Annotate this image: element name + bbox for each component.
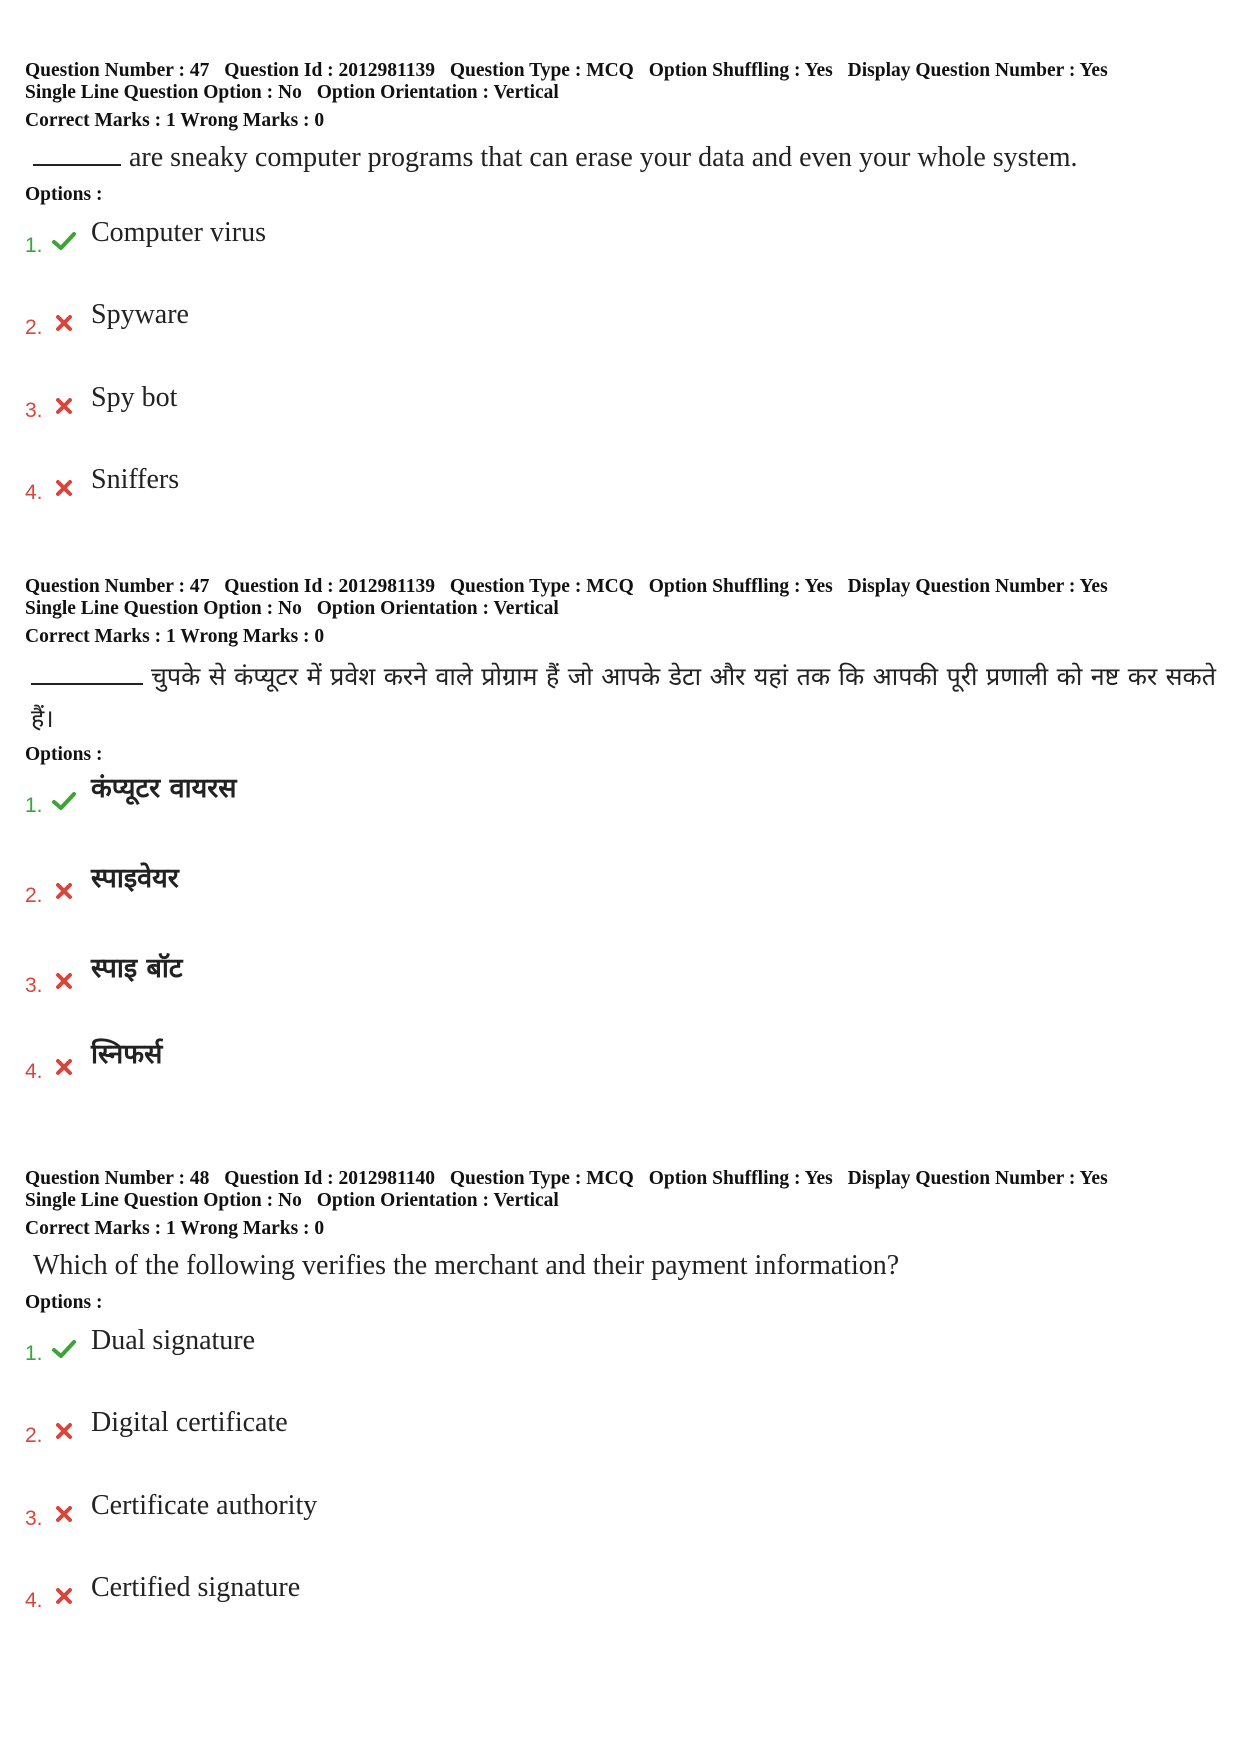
- question-meta-line-1: [25, 1168, 1220, 1190]
- check-icon: [51, 1336, 77, 1362]
- question-id: Question Id : 2012981139: [224, 60, 435, 81]
- option-text: Dual signature: [91, 1325, 256, 1356]
- question-text-body: Which of the following verifies the merchant and their payment information?: [33, 1250, 900, 1281]
- option-orientation: Option Orientation : Vertical: [316, 1190, 559, 1211]
- cross-icon: [51, 968, 77, 994]
- cross-icon: [51, 1418, 77, 1444]
- question-meta-line-1: [25, 60, 1220, 82]
- option-number: 3.: [25, 399, 43, 422]
- cross-icon: [51, 393, 77, 419]
- question-meta-line-2: [25, 82, 1220, 104]
- correct-marks: Correct Marks : 1: [25, 110, 176, 131]
- option-text: Digital certificate: [91, 1407, 288, 1438]
- option-number: 4.: [25, 1589, 43, 1612]
- option-number: 4.: [25, 481, 43, 504]
- option-number: 1.: [25, 1342, 43, 1365]
- question-meta-line-1: [25, 576, 1220, 598]
- option-number: 2.: [25, 316, 43, 339]
- option-shuffling: Option Shuffling : Yes: [648, 60, 833, 81]
- question-text: [25, 1248, 1220, 1284]
- single-line-option: Single Line Question Option : No: [25, 598, 302, 619]
- option-text: Sniffers: [91, 464, 180, 495]
- question-text: [25, 656, 1216, 740]
- answer-blank: [31, 661, 143, 685]
- question-type: Question Type : MCQ: [449, 60, 634, 81]
- cross-icon: [51, 1054, 77, 1080]
- option-text: Spy bot: [91, 382, 178, 413]
- option-shuffling: Option Shuffling : Yes: [648, 576, 833, 597]
- option-number: 3.: [25, 1507, 43, 1530]
- question-block: [25, 576, 1220, 1106]
- question-marks: [25, 110, 1220, 132]
- option-number: 4.: [25, 1060, 43, 1083]
- option-text: कंप्यूटर वायरस: [91, 773, 237, 804]
- option-text: Certified signature: [91, 1572, 301, 1603]
- wrong-marks: Wrong Marks : 0: [180, 110, 325, 131]
- option-text: स्निफर्स: [91, 1039, 163, 1070]
- question-text-body: are sneaky computer programs that can erase your data and even your whole system.: [129, 142, 1078, 173]
- option-number: 1.: [25, 234, 43, 257]
- option-text: स्पाइवेयर: [91, 863, 179, 894]
- cross-icon: [51, 1583, 77, 1609]
- question-number: Question Number : 47: [25, 60, 210, 81]
- check-icon: [51, 788, 77, 814]
- question-number: Question Number : 47: [25, 576, 210, 597]
- display-question-number: Display Question Number : Yes: [847, 576, 1108, 597]
- single-line-option: Single Line Question Option : No: [25, 82, 302, 103]
- display-question-number: Display Question Number : Yes: [847, 60, 1108, 81]
- question-id: Question Id : 2012981139: [224, 576, 435, 597]
- question-number: Question Number : 48: [25, 1168, 210, 1189]
- cross-icon: [51, 1501, 77, 1527]
- option-text: Spyware: [91, 299, 189, 330]
- question-block: [25, 1168, 1220, 1638]
- options-label: Options :: [25, 184, 103, 205]
- option-orientation: Option Orientation : Vertical: [316, 82, 559, 103]
- option-orientation: Option Orientation : Vertical: [316, 598, 559, 619]
- question-meta-line-2: [25, 1190, 1220, 1212]
- options-label: Options :: [25, 744, 103, 765]
- display-question-number: Display Question Number : Yes: [847, 1168, 1108, 1189]
- question-marks: [25, 1218, 1220, 1240]
- question-marks: [25, 626, 1220, 648]
- option-shuffling: Option Shuffling : Yes: [648, 1168, 833, 1189]
- correct-marks: Correct Marks : 1: [25, 626, 176, 647]
- option-text: Computer virus: [91, 217, 266, 248]
- question-type: Question Type : MCQ: [449, 1168, 634, 1189]
- cross-icon: [51, 878, 77, 904]
- wrong-marks: Wrong Marks : 0: [180, 626, 325, 647]
- option-text: Certificate authority: [91, 1490, 318, 1521]
- option-number: 3.: [25, 974, 43, 997]
- question-text: [25, 140, 1220, 176]
- options-label: Options :: [25, 1292, 103, 1313]
- question-id: Question Id : 2012981140: [224, 1168, 435, 1189]
- option-number: 2.: [25, 1424, 43, 1447]
- cross-icon: [51, 475, 77, 501]
- check-icon: [51, 228, 77, 254]
- wrong-marks: Wrong Marks : 0: [180, 1218, 325, 1239]
- option-text: स्पाइ बॉट: [91, 953, 183, 984]
- single-line-option: Single Line Question Option : No: [25, 1190, 302, 1211]
- question-block: [25, 60, 1220, 510]
- correct-marks: Correct Marks : 1: [25, 1218, 176, 1239]
- cross-icon: [51, 310, 77, 336]
- question-type: Question Type : MCQ: [449, 576, 634, 597]
- option-number: 2.: [25, 884, 43, 907]
- question-text-body: चुपके से कंप्यूटर में प्रवेश करने वाले प्रोग्राम हैं जो आपके डेटा और यहां तक कि आपकी पूरी प्रणाली को नष्ट कर सकते हैं।: [31, 662, 1216, 733]
- answer-blank: [33, 142, 121, 166]
- option-number: 1.: [25, 794, 43, 817]
- question-meta-line-2: [25, 598, 1220, 620]
